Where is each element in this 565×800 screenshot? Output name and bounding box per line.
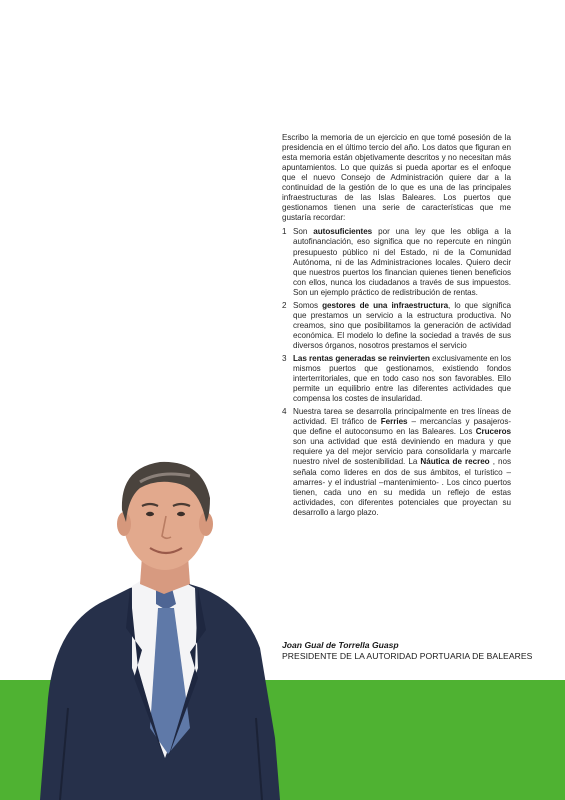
list-item-highlight: Náutica de recreo	[420, 457, 490, 467]
list-item-number: 2	[282, 300, 287, 310]
list-item-highlight: Las rentas generadas se reinvierten	[293, 353, 430, 363]
list-item-text: por una ley que les obliga a la autofinanciación, eso significa que no repercute en ningún presupuesto público ni del Estado, ni de la Comunidad Autónoma, ni de las Administraciones locales. Quiero decir que nuestros puertos los financian quienes tienen beneficios con ellos, nunca los ciudadanos a través de sus impuestos. Son un ejemplo práctico de redistribución de rentas.	[293, 227, 511, 297]
signatory-title: PRESIDENTE DE LA AUTORIDAD PORTUARIA DE BALEARES	[282, 651, 533, 661]
list-item	[282, 227, 511, 297]
list-item-highlight: gestores de una infraestructura	[322, 300, 449, 310]
list-item-text: Somos	[293, 300, 323, 310]
list-item-text: Nuestra tarea se desarrolla principalmente en tres líneas de actividad. El tráfico de	[293, 407, 511, 427]
list-item-text: , lo que significa que prestamos un servicio a la estructura productiva. No creamos, sino que posibilitamos la generación de actividad económica. El modelo lo define la sociedad a través de sus diversos órganos, nosotros prestamos el servicio	[293, 300, 511, 350]
list-item-text: Son	[293, 227, 314, 237]
list-item	[282, 407, 511, 518]
list-item	[282, 354, 511, 404]
list-item-number: 1	[282, 227, 287, 237]
president-portrait	[30, 438, 295, 800]
list-item-highlight: Cruceros	[475, 427, 511, 437]
intro-paragraph: Escribo la memoria de un ejercicio en que tomé posesión de la presidencia en el último tercio del año. Los datos que figuran en esta memoria están objetivamente descritos y no necesitan más apuntamientos. Lo que quizás si pueda aportar es el enfoque que el nuevo Consejo de Administración quiere dar a la continuidad de la gestión de lo que es una de las principales infraestructuras de las Islas Baleares. Los puertos que gestionamos tienen una serie de características que me gustaría recordar:	[282, 133, 511, 223]
list-item-highlight: Ferries	[380, 417, 408, 427]
characteristics-list	[282, 227, 511, 517]
signatory-name: Joan Gual de Torrella Guasp	[282, 640, 399, 650]
signature-block	[282, 640, 552, 662]
list-item-highlight: autosuficientes	[313, 227, 373, 237]
letter-body	[282, 133, 511, 521]
list-item-text: son una actividad que está deviniendo en madura y que requiere ya del mejor servicio para consolidarla y marcarle nuestro nivel de sostenibilidad. La	[293, 437, 511, 467]
list-item-number: 3	[282, 353, 287, 363]
list-item	[282, 301, 511, 351]
list-item-text: , nos señala como lideres en dos de sus ámbitos, el turístico –amarres- y el industrial –mantenimiento- . Los cinco puertos tienen, cada uno en su medida un reflejo de estas actividades, con diferentes potenciales que proyectan su desarrollo a largo plazo.	[293, 457, 511, 517]
list-item-text: – mercancías y pasajeros- que define el autoconsumo en las Baleares. Los	[293, 417, 511, 437]
list-item-text: exclusivamente en los mismos puertos que gestionamos, existiendo fondos interterritoriales, que en todo caso nos son favorables. Ello permite un equilibrio entre las diferentes actividades que compensa los costes de insularidad.	[293, 353, 512, 404]
list-item-number: 4	[282, 407, 287, 417]
